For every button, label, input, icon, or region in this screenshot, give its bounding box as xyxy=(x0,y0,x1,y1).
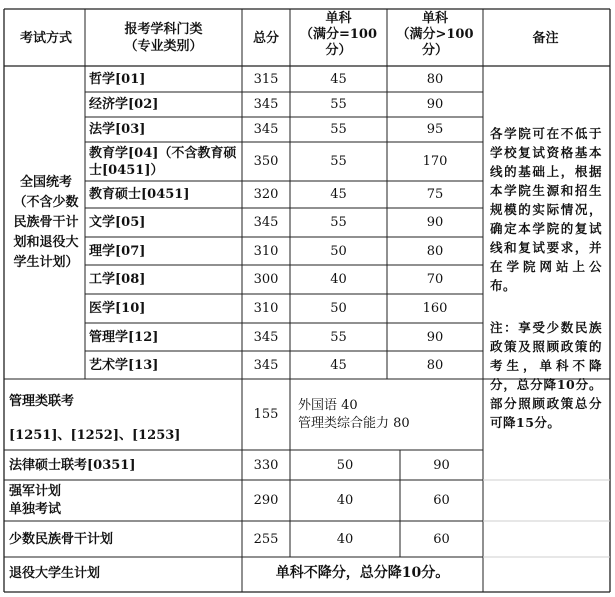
mgmt-label-2: [1251]、[1252]、[1253] xyxy=(9,427,181,443)
army-single-over-100: 60 xyxy=(433,493,450,508)
army-label-2: 单独考试 xyxy=(9,502,62,517)
subject-single-100: 40 xyxy=(330,272,347,287)
subject-name: 文学[05] xyxy=(89,215,146,230)
header-single-100: 单科 （满分=100 分） xyxy=(299,11,378,58)
subject-single-over-100: 95 xyxy=(426,122,444,137)
subject-single-100: 45 xyxy=(330,187,347,202)
subject-single-100: 55 xyxy=(330,97,347,112)
minority-single-over-100: 60 xyxy=(433,531,450,547)
subject-name: 医学[10] xyxy=(89,301,146,316)
army-label-1: 强军计划 xyxy=(9,484,62,499)
subject-single-over-100: 80 xyxy=(426,357,444,373)
header-total: 总分 xyxy=(252,30,279,46)
subject-single-100: 55 xyxy=(330,154,347,169)
subject-name: 法学[03] xyxy=(89,122,146,137)
law-total: 330 xyxy=(253,457,279,473)
subject-name: 工学[08] xyxy=(89,272,146,287)
remarks-paragraph-1: 各学院可在不低于学校复试资格基本线的基础上，根据本学院生源和招生规模的实际情况，确定本学院的复试线和复试要求，并在学院网站上公布。 xyxy=(490,126,602,293)
army-single-100: 40 xyxy=(336,493,354,508)
law-single-over-100: 90 xyxy=(433,457,450,473)
subject-single-over-100: 90 xyxy=(426,215,444,230)
minority-single-100: 40 xyxy=(336,531,354,547)
subject-single-over-100: 80 xyxy=(426,243,444,259)
header-subject: 报考学科门类 （专业类别） xyxy=(124,22,203,54)
group-national-exam: 全国统考 （不含少数民族骨干计划和退役大学生计划） xyxy=(13,174,79,270)
minority-total: 255 xyxy=(253,531,279,547)
subject-name: 教育硕士[0451] xyxy=(89,187,190,202)
subject-name: 管理学[12] xyxy=(89,329,159,345)
subject-name: 教育学[04]（不含教育硕士[0451]） xyxy=(89,145,237,178)
subject-name: 理学[07] xyxy=(89,243,146,259)
subject-single-over-100: 90 xyxy=(426,329,444,345)
subject-single-over-100: 75 xyxy=(426,187,444,202)
header-exam-type: 考试方式 xyxy=(19,30,72,46)
minority-label: 少数民族骨干计划 xyxy=(9,531,114,547)
subject-single-100: 50 xyxy=(330,243,347,259)
mgmt-detail-2: 管理类综合能力 80 xyxy=(298,415,410,431)
army-total: 290 xyxy=(253,493,279,508)
subject-single-over-100: 170 xyxy=(422,154,448,169)
subject-single-100: 55 xyxy=(330,329,347,345)
subject-total: 315 xyxy=(253,71,279,87)
header-single-over-100: 单科 （满分>100 分） xyxy=(396,11,474,58)
subject-single-over-100: 70 xyxy=(426,272,444,287)
subject-total: 345 xyxy=(253,357,279,373)
header-remarks: 备注 xyxy=(532,30,559,46)
subject-single-over-100: 160 xyxy=(422,301,448,316)
veteran-text: 单科不降分，总分降10分。 xyxy=(275,564,450,581)
mgmt-total: 155 xyxy=(253,407,279,422)
subject-total: 350 xyxy=(253,154,279,169)
subject-name: 经济学[02] xyxy=(89,97,159,112)
subject-total: 345 xyxy=(253,97,279,112)
subject-single-100: 55 xyxy=(330,122,347,137)
subject-total: 345 xyxy=(253,215,279,230)
subject-name: 艺术学[13] xyxy=(89,357,159,373)
subject-name: 哲学[01] xyxy=(89,71,146,87)
law-single-100: 50 xyxy=(336,457,354,473)
subject-single-100: 45 xyxy=(330,71,347,87)
subject-single-100: 50 xyxy=(330,301,347,316)
law-label: 法律硕士联考[0351] xyxy=(9,457,136,473)
mgmt-detail-1: 外国语 40 xyxy=(298,397,358,413)
subject-single-100: 45 xyxy=(330,357,347,373)
subject-total: 320 xyxy=(253,187,279,202)
veteran-label: 退役大学生计划 xyxy=(9,565,101,581)
subject-total: 310 xyxy=(253,243,279,259)
subject-total: 345 xyxy=(253,122,279,137)
subject-single-over-100: 80 xyxy=(426,71,444,87)
remarks-paragraph-2: 注：享受少数民族政策及照顾政策的考生，单科不降分，总分降10分。部分照顾政策总分可降15分。 xyxy=(490,320,602,430)
subject-total: 310 xyxy=(253,301,279,316)
subject-single-over-100: 90 xyxy=(426,97,444,112)
subject-total: 300 xyxy=(253,272,279,287)
subject-total: 345 xyxy=(253,329,279,345)
subject-single-100: 55 xyxy=(330,215,347,230)
mgmt-label-1: 管理类联考 xyxy=(9,393,75,409)
